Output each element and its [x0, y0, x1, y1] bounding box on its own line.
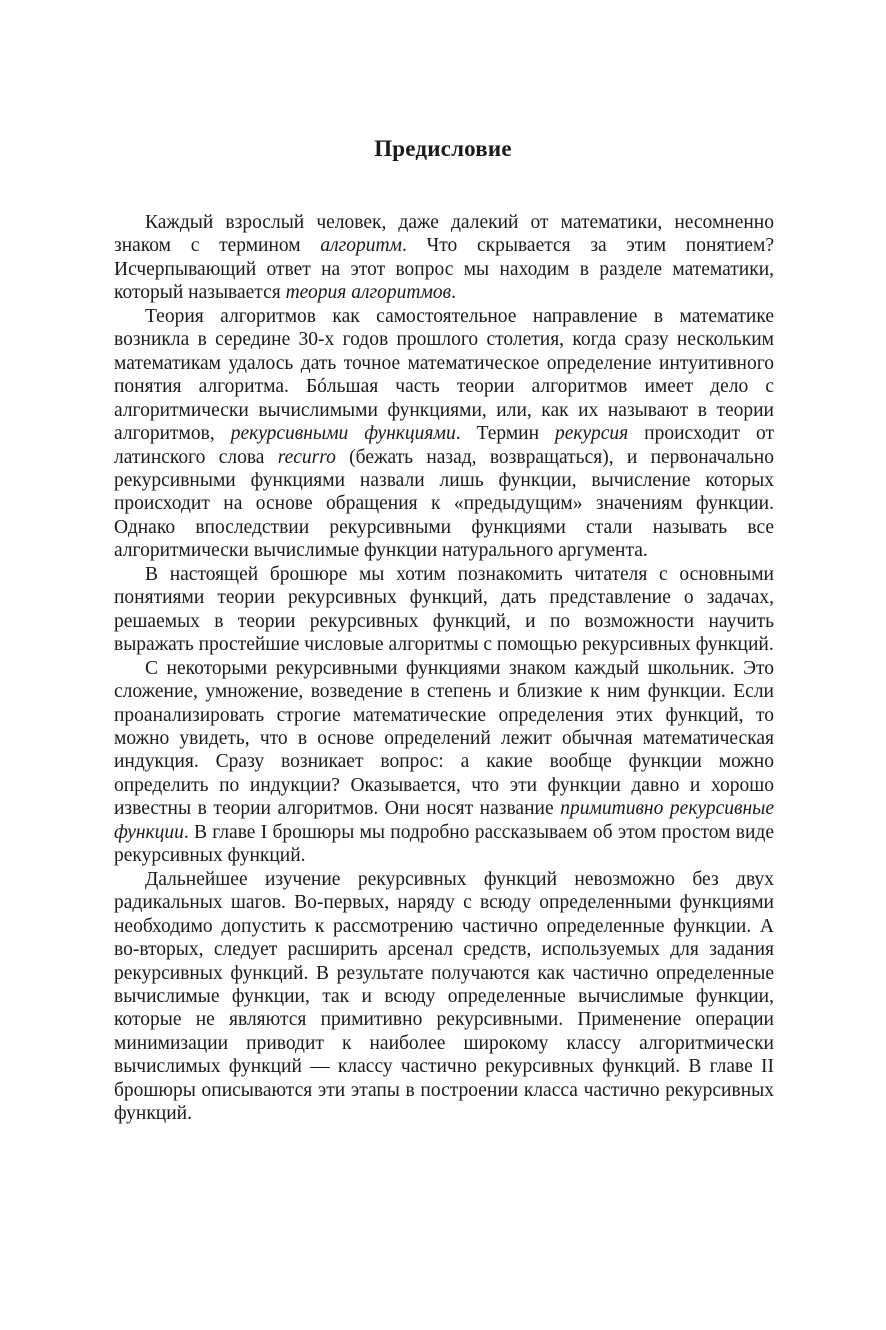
text-run: . Термин — [455, 423, 556, 445]
body-text — [114, 211, 774, 1126]
text-run: . Что скрывается за этим понятием? Исчерпывающий ответ на этот вопрос мы находим в разделе математики, который называется — [114, 235, 774, 304]
emphasized-term: теория алгоритмов — [285, 282, 452, 304]
emphasized-term: рекурсия — [555, 423, 629, 445]
emphasized-term: рекурсивными функциями — [230, 423, 456, 445]
text-run: (бежать назад, возвращаться), и первоначально рекурсивными функциями назвали лишь функции, вычисление которых происходит на основе обращения к «предыдущим» значениям функции. Однако впоследствии рекурсивными функциями стали называть все алгоритмически вычислимые функции натурального аргумента. — [114, 446, 774, 562]
text-run: . — [451, 282, 456, 304]
paragraph — [114, 868, 774, 1126]
text-run: . В главе I брошюры мы подробно рассказываем об этом простом виде рекурсивных функций. — [114, 821, 774, 867]
emphasized-term: примитивно рекурсивные функции — [114, 798, 774, 843]
emphasized-term: алгоритм — [320, 235, 402, 257]
paragraph — [114, 563, 774, 657]
text-run: происходит от латинского слова — [114, 423, 775, 468]
page-title: Предисловие — [374, 136, 512, 161]
text-run: Каждый взрослый человек, даже далекий от математики, несомненно знаком с термином — [114, 212, 774, 257]
text-run: Теория алгоритмов как самостоятельное направление в математике возникла в середине 30-х годов прошлого столетия, когда сразу нескольким математикам удалось дать точное математическое определение интуитивного понятия алгоритма. Бóльшая часть теории алгоритмов имеет дело с алгоритмически вычислимыми функциями, или, как их называют в теории алгоритмов, — [114, 305, 774, 445]
text-run: Дальнейшее изучение рекурсивных функций невозможно без двух радикальных шагов. Во-первых, наряду с всюду определенными функциями необходимо допустить к рассмотрению частично определенные функции. А во-вторых, следует расширить арсенал средств, используемых для задания рекурсивных функций. В результате получаются как частично определенные вычислимые функции, так и всюду определенные вычислимые функции, которые не являются примитивно рекурсивными. Применение операции минимизации приводит к наиболее широкому классу алгоритмически вычислимых функций — классу частично рекурсивных функций. В главе II брошюры описываются эти этапы в построении класса частично рекурсивных функций. — [114, 868, 774, 1125]
text-run: В настоящей брошюре мы хотим познакомить читателя с основными понятиями теории рекурсивных функций, дать представление о задачах, решаемых в теории рекурсивных функций, и по возможности научить выражать простейшие числовые алгоритмы с помощью рекурсивных функций. — [114, 563, 774, 656]
paragraph — [114, 211, 774, 305]
emphasized-term: recurro — [277, 446, 336, 468]
text-run: С некоторыми рекурсивными функциями знаком каждый школьник. Это сложение, умножение, возведение в степень и близкие к ним функции. Если проанализировать строгие математические определения этих функций, то можно увидеть, что в основе определений лежит обычная математическая индукция. Сразу возникает вопрос: а какие вообще функции можно определить по индукции? Оказывается, что эти функции давно и хорошо известны в теории алгоритмов. Они носят название — [114, 657, 774, 820]
paragraph — [114, 305, 774, 563]
paragraph — [114, 657, 774, 868]
